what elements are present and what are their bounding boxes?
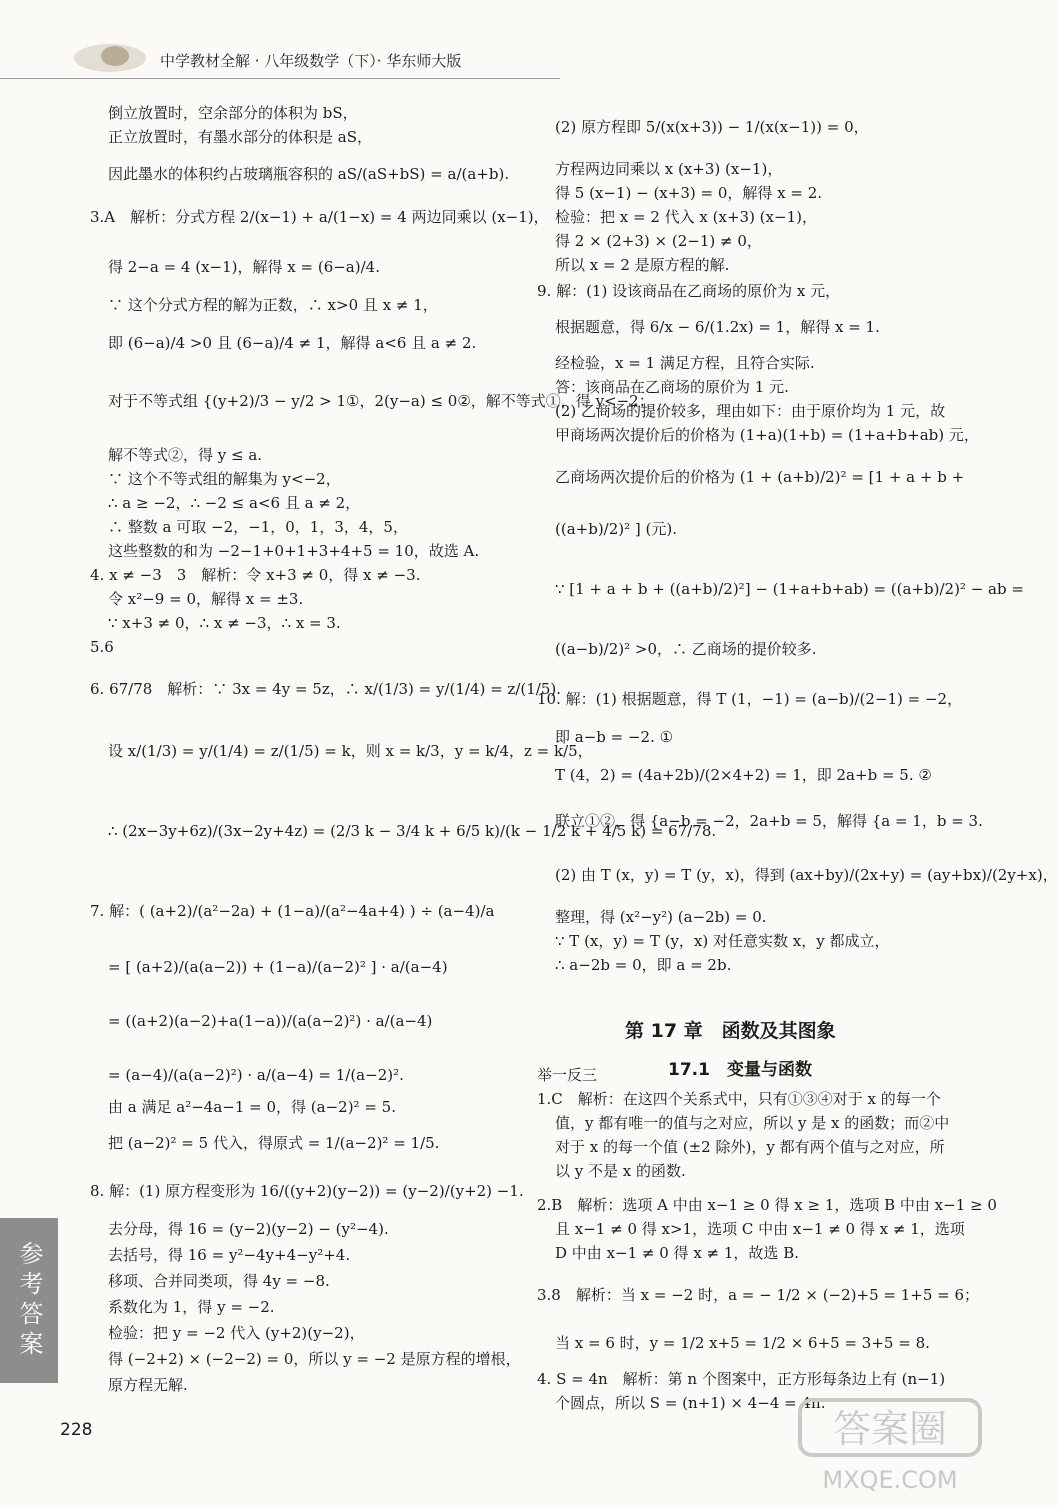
left-text-line: = (a−4)/(a(a−2)²) · a/(a−4) = 1/(a−2)².	[108, 1066, 404, 1084]
chapter-title: 第 17 章 函数及其图象	[625, 1020, 836, 1042]
left-text-line: 即 (6−a)/4 >0 且 (6−a)/4 ≠ 1，解得 a<6 且 a ≠ 2.	[108, 334, 477, 352]
left-text-line: ∴ a ≥ −2，∴ −2 ≤ a<6 且 a ≠ 2，	[108, 494, 361, 512]
right-text-line: 个圆点，所以 S = (n+1) × 4−4 = 4n.	[555, 1394, 826, 1412]
left-text-line: 原方程无解.	[108, 1376, 188, 1394]
left-text-line: 对于不等式组 {(y+2)/3 − y/2 > 1①，2(y−a) ≤ 0②，解不等式①，得 y<−2；	[108, 392, 654, 410]
left-text-line: 系数化为 1，得 y = −2.	[108, 1298, 275, 1316]
right-text-line: ∴ a−2b = 0，即 a = 2b.	[555, 956, 732, 974]
right-text-line: 对于 x 的每一个值 (±2 除外)，y 都有两个值与之对应，所	[555, 1138, 945, 1156]
right-text-line: 检验：把 x = 2 代入 x (x+3) (x−1)，	[555, 208, 817, 226]
left-text-line: 这些整数的和为 −2−1+0+1+3+4+5 = 10，故选 A.	[108, 542, 480, 560]
left-text-line: ∵ 这个分式方程的解为正数，∴ x>0 且 x ≠ 1，	[108, 296, 438, 314]
left-text-line: 7. 解：( (a+2)/(a²−2a) + (1−a)/(a²−4a+4) ) ÷ (a−4)/a	[90, 902, 495, 920]
right-text-line: 3.8 解析：当 x = −2 时，a = − 1/2 × (−2)+5 = 1+5 = 6；	[537, 1286, 980, 1304]
right-text-line: 当 x = 6 时，y = 1/2 x+5 = 1/2 × 6+5 = 3+5 = 8.	[555, 1334, 930, 1352]
right-text-line: 1.C 解析：在这四个关系式中，只有①③④对于 x 的每一个	[537, 1090, 941, 1108]
right-text-line: T (4，2) = (4a+2b)/(2×4+2) = 1，即 2a+b = 5. ②	[555, 766, 932, 784]
right-text-line: 举一反三	[537, 1066, 598, 1084]
right-text-line: 根据题意，得 6/x − 6/(1.2x) = 1，解得 x = 1.	[555, 318, 880, 336]
svg-text:MXQE.COM: MXQE.COM	[822, 1466, 958, 1494]
left-text-line: 5.6	[90, 638, 114, 656]
right-text-line: (2) 原方程即 5/(x(x+3)) − 1/(x(x−1)) = 0，	[555, 118, 869, 136]
right-text-line: ∵ T (x，y) = T (y，x) 对任意实数 x，y 都成立，	[555, 932, 890, 950]
right-text-line: D 中由 x−1 ≠ 0 得 x ≠ 1，故选 B.	[555, 1244, 799, 1262]
left-text-line: ∵ 这个不等式组的解集为 y<−2，	[108, 470, 341, 488]
left-text-line: ∴ (2x−3y+6z)/(3x−2y+4z) = (2/3 k − 3/4 k + 6/5 k)/(k − 1/2 k + 4/5 k) = 67/78.	[108, 822, 717, 840]
left-text-line: 检验：把 y = −2 代入 (y+2)(y−2)，	[108, 1324, 365, 1342]
right-text-line: 甲商场两次提价后的价格为 (1+a)(1+b) = (1+a+b+ab) 元，	[555, 426, 979, 444]
right-text-line: (2) 乙商场的提价较多，理由如下：由于原价均为 1 元，故	[555, 402, 946, 420]
left-text-line: 8. 解：(1) 原方程变形为 16/((y+2)(y−2)) = (y−2)/(y+2) −1.	[90, 1182, 524, 1200]
watermark-logo	[790, 1390, 990, 1500]
left-text-line: 去括号，得 16 = y²−4y+4−y²+4.	[108, 1246, 351, 1264]
left-text-line: 4. x ≠ −3 3 解析：令 x+3 ≠ 0，得 x ≠ −3.	[90, 566, 421, 584]
left-text-line: ∵ x+3 ≠ 0，∴ x ≠ −3，∴ x = 3.	[108, 614, 341, 632]
left-text-line: ∴ 整数 a 可取 −2，−1，0，1，3，4，5，	[108, 518, 408, 536]
right-text-line: ((a−b)/2)² >0，∴ 乙商场的提价较多.	[555, 640, 817, 658]
header-logo-icon	[70, 38, 150, 76]
right-text-line: 以 y 不是 x 的函数.	[555, 1162, 686, 1180]
left-text-line: 倒立放置时，空余部分的体积为 bS，	[108, 104, 358, 122]
right-text-line: ((a+b)/2)² ] (元).	[555, 520, 677, 538]
left-text-line: 得 2−a = 4 (x−1)，解得 x = (6−a)/4.	[108, 258, 380, 276]
side-tab-answers: 参考答案	[0, 1218, 58, 1383]
left-text-line: 把 (a−2)² = 5 代入，得原式 = 1/(a−2)² = 1/5.	[108, 1134, 440, 1152]
right-text-line: 联立①②，得 {a−b = −2，2a+b = 5，解得 {a = 1，b = 3.	[555, 812, 983, 830]
left-text-line: 移项、合并同类项，得 4y = −8.	[108, 1272, 330, 1290]
left-text-line: 设 x/(1/3) = y/(1/4) = z/(1/5) = k，则 x = k/3，y = k/4，z = k/5，	[108, 742, 593, 760]
right-text-line: 得 2 × (2+3) × (2−1) ≠ 0，	[555, 232, 762, 250]
left-text-line: 令 x²−9 = 0，解得 x = ±3.	[108, 590, 304, 608]
left-text-line: 得 (−2+2) × (−2−2) = 0，所以 y = −2 是原方程的增根，	[108, 1350, 521, 1368]
left-text-line: 因此墨水的体积约占玻璃瓶容积的 aS/(aS+bS) = a/(a+b).	[108, 165, 510, 183]
left-text-line: = [ (a+2)/(a(a−2)) + (1−a)/(a−2)² ] · a/(a−4)	[108, 958, 448, 976]
right-text-line: 4. S = 4n 解析：第 n 个图案中，正方形每条边上有 (n−1)	[537, 1370, 946, 1388]
left-text-line: 由 a 满足 a²−4a−1 = 0，得 (a−2)² = 5.	[108, 1098, 396, 1116]
right-text-line: 乙商场两次提价后的价格为 (1 + (a+b)/2)² = [1 + a + b +	[555, 468, 965, 486]
right-text-line: 所以 x = 2 是原方程的解.	[555, 256, 730, 274]
right-text-line: 答：该商品在乙商场的原价为 1 元.	[555, 378, 789, 396]
right-text-line: 10. 解：(1) 根据题意，得 T (1，−1) = (a−b)/(2−1) = −2，	[537, 690, 963, 708]
right-text-line: ∵ [1 + a + b + ((a+b)/2)²] − (1+a+b+ab) = ((a+b)/2)² − ab =	[555, 580, 1024, 598]
header-divider	[0, 78, 560, 79]
right-text-line: 且 x−1 ≠ 0 得 x>1，选项 C 中由 x−1 ≠ 0 得 x ≠ 1，选项	[555, 1220, 965, 1238]
left-text-line: 正立放置时，有墨水部分的体积是 aS，	[108, 128, 372, 146]
svg-text:答案圈: 答案圈	[832, 1407, 948, 1451]
right-text-line: 经检验，x = 1 满足方程，且符合实际.	[555, 354, 815, 372]
left-text-line: = ((a+2)(a−2)+a(1−a))/(a(a−2)²) · a/(a−4)	[108, 1012, 433, 1030]
left-text-line: 解不等式②，得 y ≤ a.	[108, 446, 263, 464]
right-text-line: 整理，得 (x²−y²) (a−2b) = 0.	[555, 908, 767, 926]
right-text-line: 2.B 解析：选项 A 中由 x−1 ≥ 0 得 x ≥ 1，选项 B 中由 x−1 ≥ 0	[537, 1196, 997, 1214]
right-text-line: 方程两边同乘以 x (x+3) (x−1)，	[555, 160, 783, 178]
section-title: 17.1 变量与函数	[668, 1060, 812, 1080]
left-text-line: 去分母，得 16 = (y−2)(y−2) − (y²−4).	[108, 1220, 389, 1238]
left-text-line: 6. 67/78 解析：∵ 3x = 4y = 5z，∴ x/(1/3) = y/(1/4) = z/(1/5).	[90, 680, 562, 698]
page-number: 228	[60, 1420, 93, 1440]
right-text-line: 值，y 都有唯一的值与之对应，所以 y 是 x 的函数；而②中	[555, 1114, 950, 1132]
left-text-line: 3.A 解析：分式方程 2/(x−1) + a/(1−x) = 4 两边同乘以 (x−1)，	[90, 208, 549, 226]
right-text-line: 9. 解：(1) 设该商品在乙商场的原价为 x 元，	[537, 282, 841, 300]
right-text-line: 即 a−b = −2. ①	[555, 728, 674, 746]
right-text-line: 得 5 (x−1) − (x+3) = 0，解得 x = 2.	[555, 184, 823, 202]
right-text-line: (2) 由 T (x，y) = T (y，x)，得到 (ax+by)/(2x+y) = (ay+bx)/(2y+x)，	[555, 866, 1058, 884]
running-header: 中学教材全解 · 八年级数学（下）· 华东师大版	[160, 52, 462, 70]
